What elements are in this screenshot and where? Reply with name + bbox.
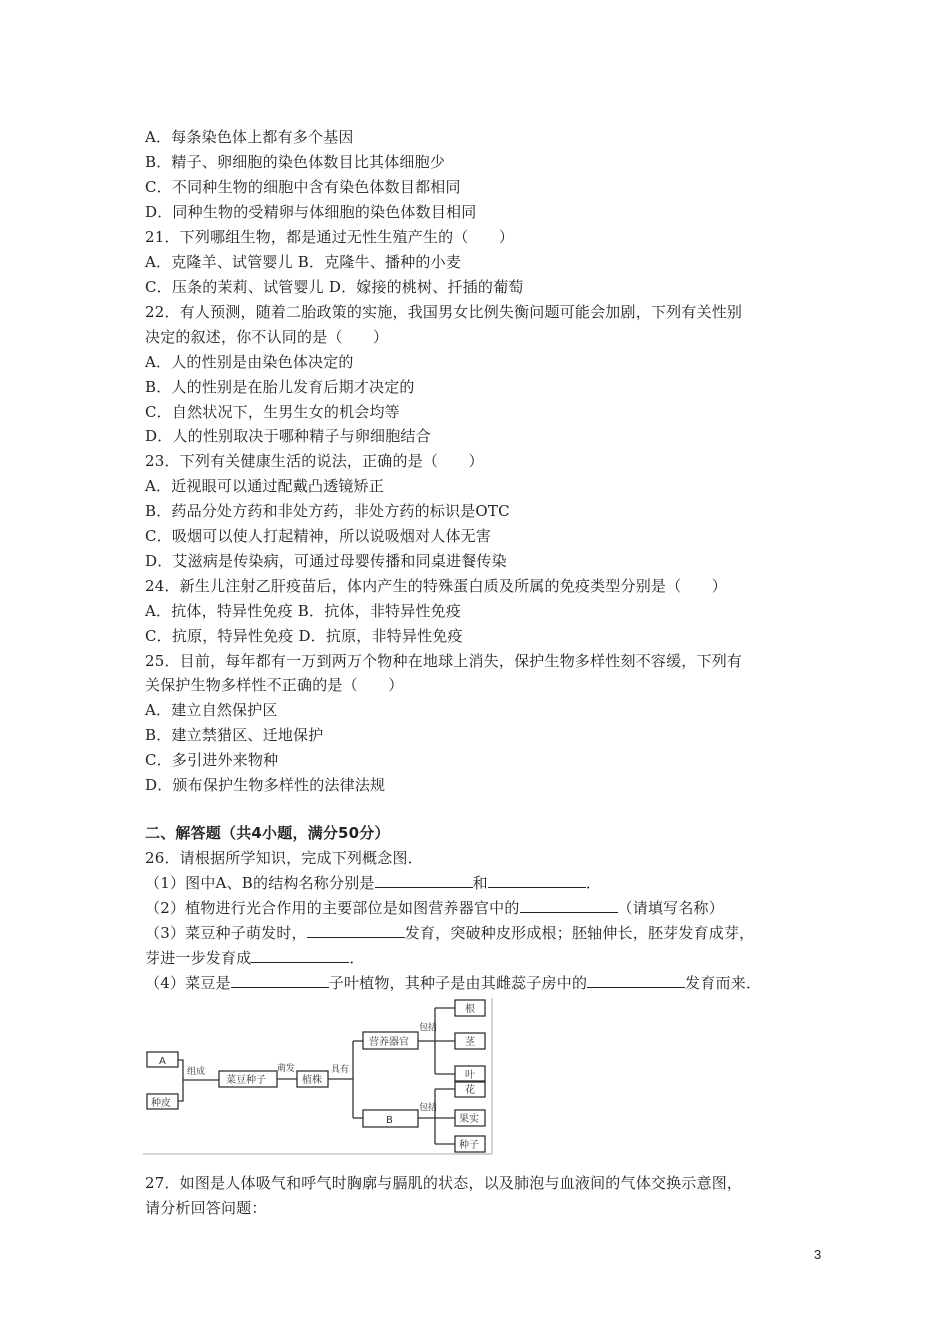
text: （3）菜豆种子萌发时， bbox=[145, 924, 307, 942]
edge-label-mengfa: 萌发 bbox=[277, 1064, 296, 1074]
fill-blank-line bbox=[145, 973, 761, 993]
text: 发育，突破种皮形成根；胚轴伸长，胚芽发育成芽， bbox=[404, 924, 755, 942]
box-zhongpi-label: 种皮 bbox=[151, 1098, 171, 1109]
question-stem: 21．下列哪组生物，都是通过无性生殖产生的（ ） bbox=[145, 228, 515, 246]
fill-blank-line bbox=[145, 898, 724, 918]
option-line: A．建立自然保护区 bbox=[145, 701, 278, 719]
box-yingyang-label: 营养器官 bbox=[369, 1037, 409, 1048]
answer-blank[interactable] bbox=[307, 923, 405, 938]
fill-blank-line bbox=[145, 873, 601, 893]
text: （4）菜豆是 bbox=[145, 974, 231, 992]
option-line: A．人的性别是由染色体决定的 bbox=[145, 353, 354, 371]
text: ． bbox=[585, 874, 602, 892]
option-line: C．不同种生物的细胞中含有染色体数目都相同 bbox=[145, 178, 461, 196]
option-line: A．克隆羊、试管婴儿 B．克隆牛、播种的小麦 bbox=[145, 253, 462, 271]
text: 和 bbox=[472, 874, 488, 892]
question-stem: 26．请根据所学知识，完成下列概念图． bbox=[145, 849, 423, 867]
leaf-gen-label: 根 bbox=[465, 1004, 475, 1015]
answer-blank[interactable] bbox=[375, 873, 473, 888]
option-line: B．建立禁猎区、迁地保护 bbox=[145, 726, 324, 744]
text: 子叶植物，其种子是由其雌蕊子房中的 bbox=[328, 974, 588, 992]
text: （1）图中A、B的结构名称分别是 bbox=[145, 874, 375, 892]
option-line: D．人的性别取决于哪种精子与卵细胞结合 bbox=[145, 427, 431, 445]
answer-blank[interactable] bbox=[488, 873, 586, 888]
answer-blank[interactable] bbox=[520, 898, 618, 913]
option-line: B．人的性别是在胎儿发育后期才决定的 bbox=[145, 378, 415, 396]
edge-label-baokuo: 包括 bbox=[419, 1103, 438, 1113]
option-line: A．抗体，特异性免疫 B．抗体，非特异性免疫 bbox=[145, 602, 462, 620]
answer-blank[interactable] bbox=[251, 948, 349, 963]
box-seed-label: 菜豆种子 bbox=[226, 1075, 266, 1086]
leaf-ye-label: 叶 bbox=[465, 1070, 475, 1081]
leaf-jing-label: 茎 bbox=[465, 1037, 475, 1048]
option-line: D．艾滋病是传染病，可通过母婴传播和同桌进餐传染 bbox=[145, 552, 507, 570]
option-line: A．每条染色体上都有多个基因 bbox=[145, 128, 354, 146]
page-number: 3 bbox=[814, 1247, 822, 1262]
text: 发育而来． bbox=[685, 974, 762, 992]
question-stem: 27．如图是人体吸气和呼气时胸廓与膈肌的状态，以及肺泡与血液间的气体交换示意图， bbox=[145, 1174, 743, 1192]
fill-blank-line bbox=[145, 923, 754, 943]
option-line: C．抗原，特异性免疫 D．抗原，非特异性免疫 bbox=[145, 627, 463, 645]
question-stem: 请分析回答问题： bbox=[145, 1199, 267, 1217]
leaf-zhongzi-label: 种子 bbox=[459, 1140, 479, 1151]
text: ． bbox=[349, 949, 365, 967]
option-line: C．压条的茉莉、试管婴儿 D．嫁接的桃树、扦插的葡萄 bbox=[145, 278, 524, 296]
leaf-hua-label: 花 bbox=[465, 1085, 475, 1096]
question-stem: 25．目前，每年都有一万到两万个物种在地球上消失，保护生物多样性刻不容缓，下列有 bbox=[145, 652, 743, 670]
question-stem: 关保护生物多样性不正确的是（ ） bbox=[145, 676, 404, 694]
box-b-label: B bbox=[386, 1115, 393, 1126]
option-line: C．多引进外来物种 bbox=[145, 751, 279, 769]
edge-label-zucheng: 组成 bbox=[187, 1067, 206, 1077]
section-heading: 二、解答题（共4小题，满分50分） bbox=[145, 824, 390, 842]
answer-blank[interactable] bbox=[231, 973, 329, 988]
option-line: C．自然状况下，生男生女的机会均等 bbox=[145, 403, 400, 421]
concept-map-diagram bbox=[143, 998, 493, 1156]
box-a-label: A bbox=[159, 1056, 166, 1067]
leaf-guoshi-label: 果实 bbox=[459, 1114, 479, 1125]
option-line: C．吸烟可以使人打起精神，所以说吸烟对人体无害 bbox=[145, 527, 492, 545]
text: （请填写名称） bbox=[617, 899, 724, 917]
edge-label-baokuo: 包括 bbox=[419, 1023, 438, 1033]
option-line: A．近视眼可以通过配戴凸透镜矫正 bbox=[145, 477, 385, 495]
answer-blank[interactable] bbox=[587, 973, 685, 988]
text: （2）植物进行光合作用的主要部位是如图营养器官中的 bbox=[145, 899, 520, 917]
fill-blank-line bbox=[145, 948, 365, 968]
option-line: B．药品分处方药和非处方药，非处方药的标识是OTC bbox=[145, 502, 510, 520]
option-line: B．精子、卵细胞的染色体数目比其体细胞少 bbox=[145, 153, 446, 171]
box-plant-label: 植株 bbox=[302, 1075, 322, 1086]
question-stem: 24．新生儿注射乙肝疫苗后，体内产生的特殊蛋白质及所属的免疫类型分别是（ ） bbox=[145, 577, 727, 595]
option-line: D．同种生物的受精卵与体细胞的染色体数目相同 bbox=[145, 203, 477, 221]
question-stem: 22．有人预测，随着二胎政策的实施，我国男女比例失衡问题可能会加剧，下列有关性别 bbox=[145, 303, 743, 321]
question-stem: 23．下列有关健康生活的说法，正确的是（ ） bbox=[145, 452, 484, 470]
edge-label-juyou: 具有 bbox=[331, 1065, 350, 1075]
question-stem: 决定的叙述，你不认同的是（ ） bbox=[145, 328, 389, 346]
option-line: D．颁布保护生物多样性的法律法规 bbox=[145, 776, 386, 794]
text: 芽进一步发育成 bbox=[145, 949, 252, 967]
